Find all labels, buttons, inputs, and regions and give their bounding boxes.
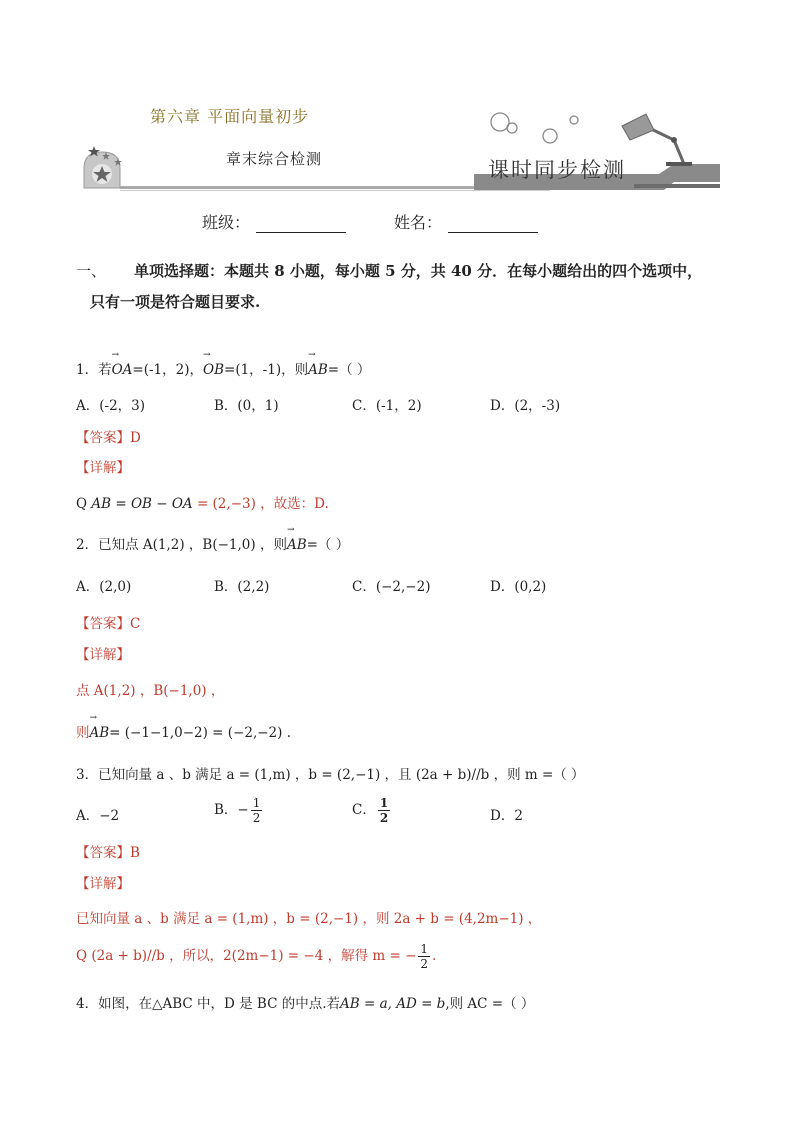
question-2-stem	[76, 533, 349, 553]
desk-lamp-icon	[622, 114, 692, 166]
class-label: 班级：	[202, 213, 251, 232]
q1-answer: 【答案】D	[76, 430, 141, 446]
q2-sol2-prefix: 则	[76, 725, 90, 741]
q1-vec-oa: → OA	[112, 362, 133, 378]
q1-solution	[76, 492, 329, 512]
q3-c-den: 2	[379, 811, 389, 825]
q1-rest: =(-1，2)，	[132, 362, 204, 378]
banner-title: 课时同步检测	[488, 158, 626, 182]
q3-option-a[interactable]: A．−2	[76, 808, 120, 824]
q1-end: =（ ）	[327, 362, 371, 378]
q4-end: ,则 AC =（ ）	[445, 996, 535, 1012]
question-3-stem: 3．已知向量 a 、b 满足 a = (1,m) ，b = (2,−1) ，且 (2a + b)//b ，则 m =（ ）	[76, 767, 585, 783]
q1-sol-prefix: Q	[76, 496, 88, 512]
q1-option-a[interactable]: A．(-2，3)	[76, 398, 146, 414]
q2-option-c[interactable]: C．(−2,−2)	[352, 579, 431, 595]
bubbles-icon	[491, 113, 578, 143]
q2-sol-line1: 点 A(1,2) ，B(−1,0) ，	[76, 683, 225, 699]
q1-sol-text: = (2,−3) ，故选：D.	[196, 496, 329, 512]
class-blank[interactable]	[256, 216, 346, 233]
q2-answer: 【答案】C	[76, 616, 141, 632]
name-blank[interactable]	[448, 216, 538, 233]
q1-option-d[interactable]: D．(2，-3)	[490, 398, 561, 414]
question-1-stem	[76, 358, 370, 378]
q3-sol2-num: 1	[420, 942, 429, 956]
q3-answer: 【答案】B	[76, 845, 140, 861]
q3-sol-line2	[76, 942, 436, 971]
q1-detail-label: 【详解】	[76, 460, 130, 476]
q3-option-c[interactable]	[352, 796, 392, 825]
q2-sol-line2	[76, 721, 291, 741]
q3-option-d[interactable]: D．2	[490, 808, 523, 824]
q2-stem-text: 2．已知点 A(1,2) ，B(−1,0) ，则	[76, 537, 287, 553]
q3-sol2-text: Q (2a + b)//b ，所以，2(2m−1) = −4 ，解得 m = −	[76, 948, 417, 964]
q2-end: =（ ）	[306, 537, 350, 553]
name-field	[394, 210, 538, 233]
q3-b-fraction	[251, 796, 263, 825]
subtitle: 章末综合检测	[226, 150, 323, 168]
q1-sol-math: AB = OB − OA	[91, 496, 193, 512]
q1-vec-ob: → OB	[203, 362, 224, 378]
q2-sol2-vec: → AB	[90, 725, 110, 741]
q1-prefix: 1．若	[76, 362, 112, 378]
q2-sol2-rest: = (−1−1,0−2) = (−2,−2) .	[109, 725, 291, 741]
q3-detail-label: 【详解】	[76, 876, 130, 892]
section-number: 一、	[76, 262, 107, 280]
q3-c-label: C．	[352, 802, 376, 818]
q3-b-num: 1	[252, 796, 261, 810]
q3-c-num: 1	[379, 796, 389, 810]
q1-option-b[interactable]: B．(0，1)	[214, 398, 279, 414]
q2-detail-label: 【详解】	[76, 647, 130, 663]
q3-sol2-end: .	[432, 948, 437, 964]
q4-mid: AB = a, AD = b	[340, 996, 446, 1012]
q3-c-fraction	[378, 796, 390, 825]
q2-vec-ab: → AB	[287, 537, 307, 553]
q2-option-d[interactable]: D．(0,2)	[490, 579, 547, 595]
q3-sol-line1: 已知向量 a 、b 满足 a = (1,m) ，b = (2,−1) ，则 2a + b = (4,2m−1) ，	[76, 911, 542, 927]
q3-b-den: 2	[252, 811, 261, 825]
question-4-stem	[76, 992, 534, 1012]
q3-sol2-fraction	[418, 942, 430, 971]
section-line2: 只有一项是符合题目要求.	[90, 293, 261, 311]
q1-option-c[interactable]: C．(-1，2)	[352, 398, 422, 414]
name-label: 姓名：	[394, 213, 443, 232]
q3-b-label: B．−	[214, 802, 249, 818]
q3-sol2-den: 2	[420, 957, 429, 971]
class-field	[202, 210, 346, 233]
q3-option-b[interactable]	[214, 796, 264, 825]
q4-prefix: 4．如图，在△ABC 中，D 是 BC 的中点.若	[76, 996, 341, 1012]
q2-option-b[interactable]: B．(2,2)	[214, 579, 270, 595]
q1-rest2: =(1，-1)，则	[224, 362, 309, 378]
chapter-title: 第六章 平面向量初步	[150, 107, 310, 126]
star-emblem-icon	[84, 146, 122, 188]
q1-vec-ab: → AB	[308, 362, 328, 378]
section-heading	[76, 256, 736, 318]
q2-option-a[interactable]: A．(2,0)	[76, 579, 132, 595]
section-line1: 单项选择题：本题共 8 小题，每小题 5 分，共 40 分．在每小题给出的四个选项中，	[134, 262, 703, 280]
